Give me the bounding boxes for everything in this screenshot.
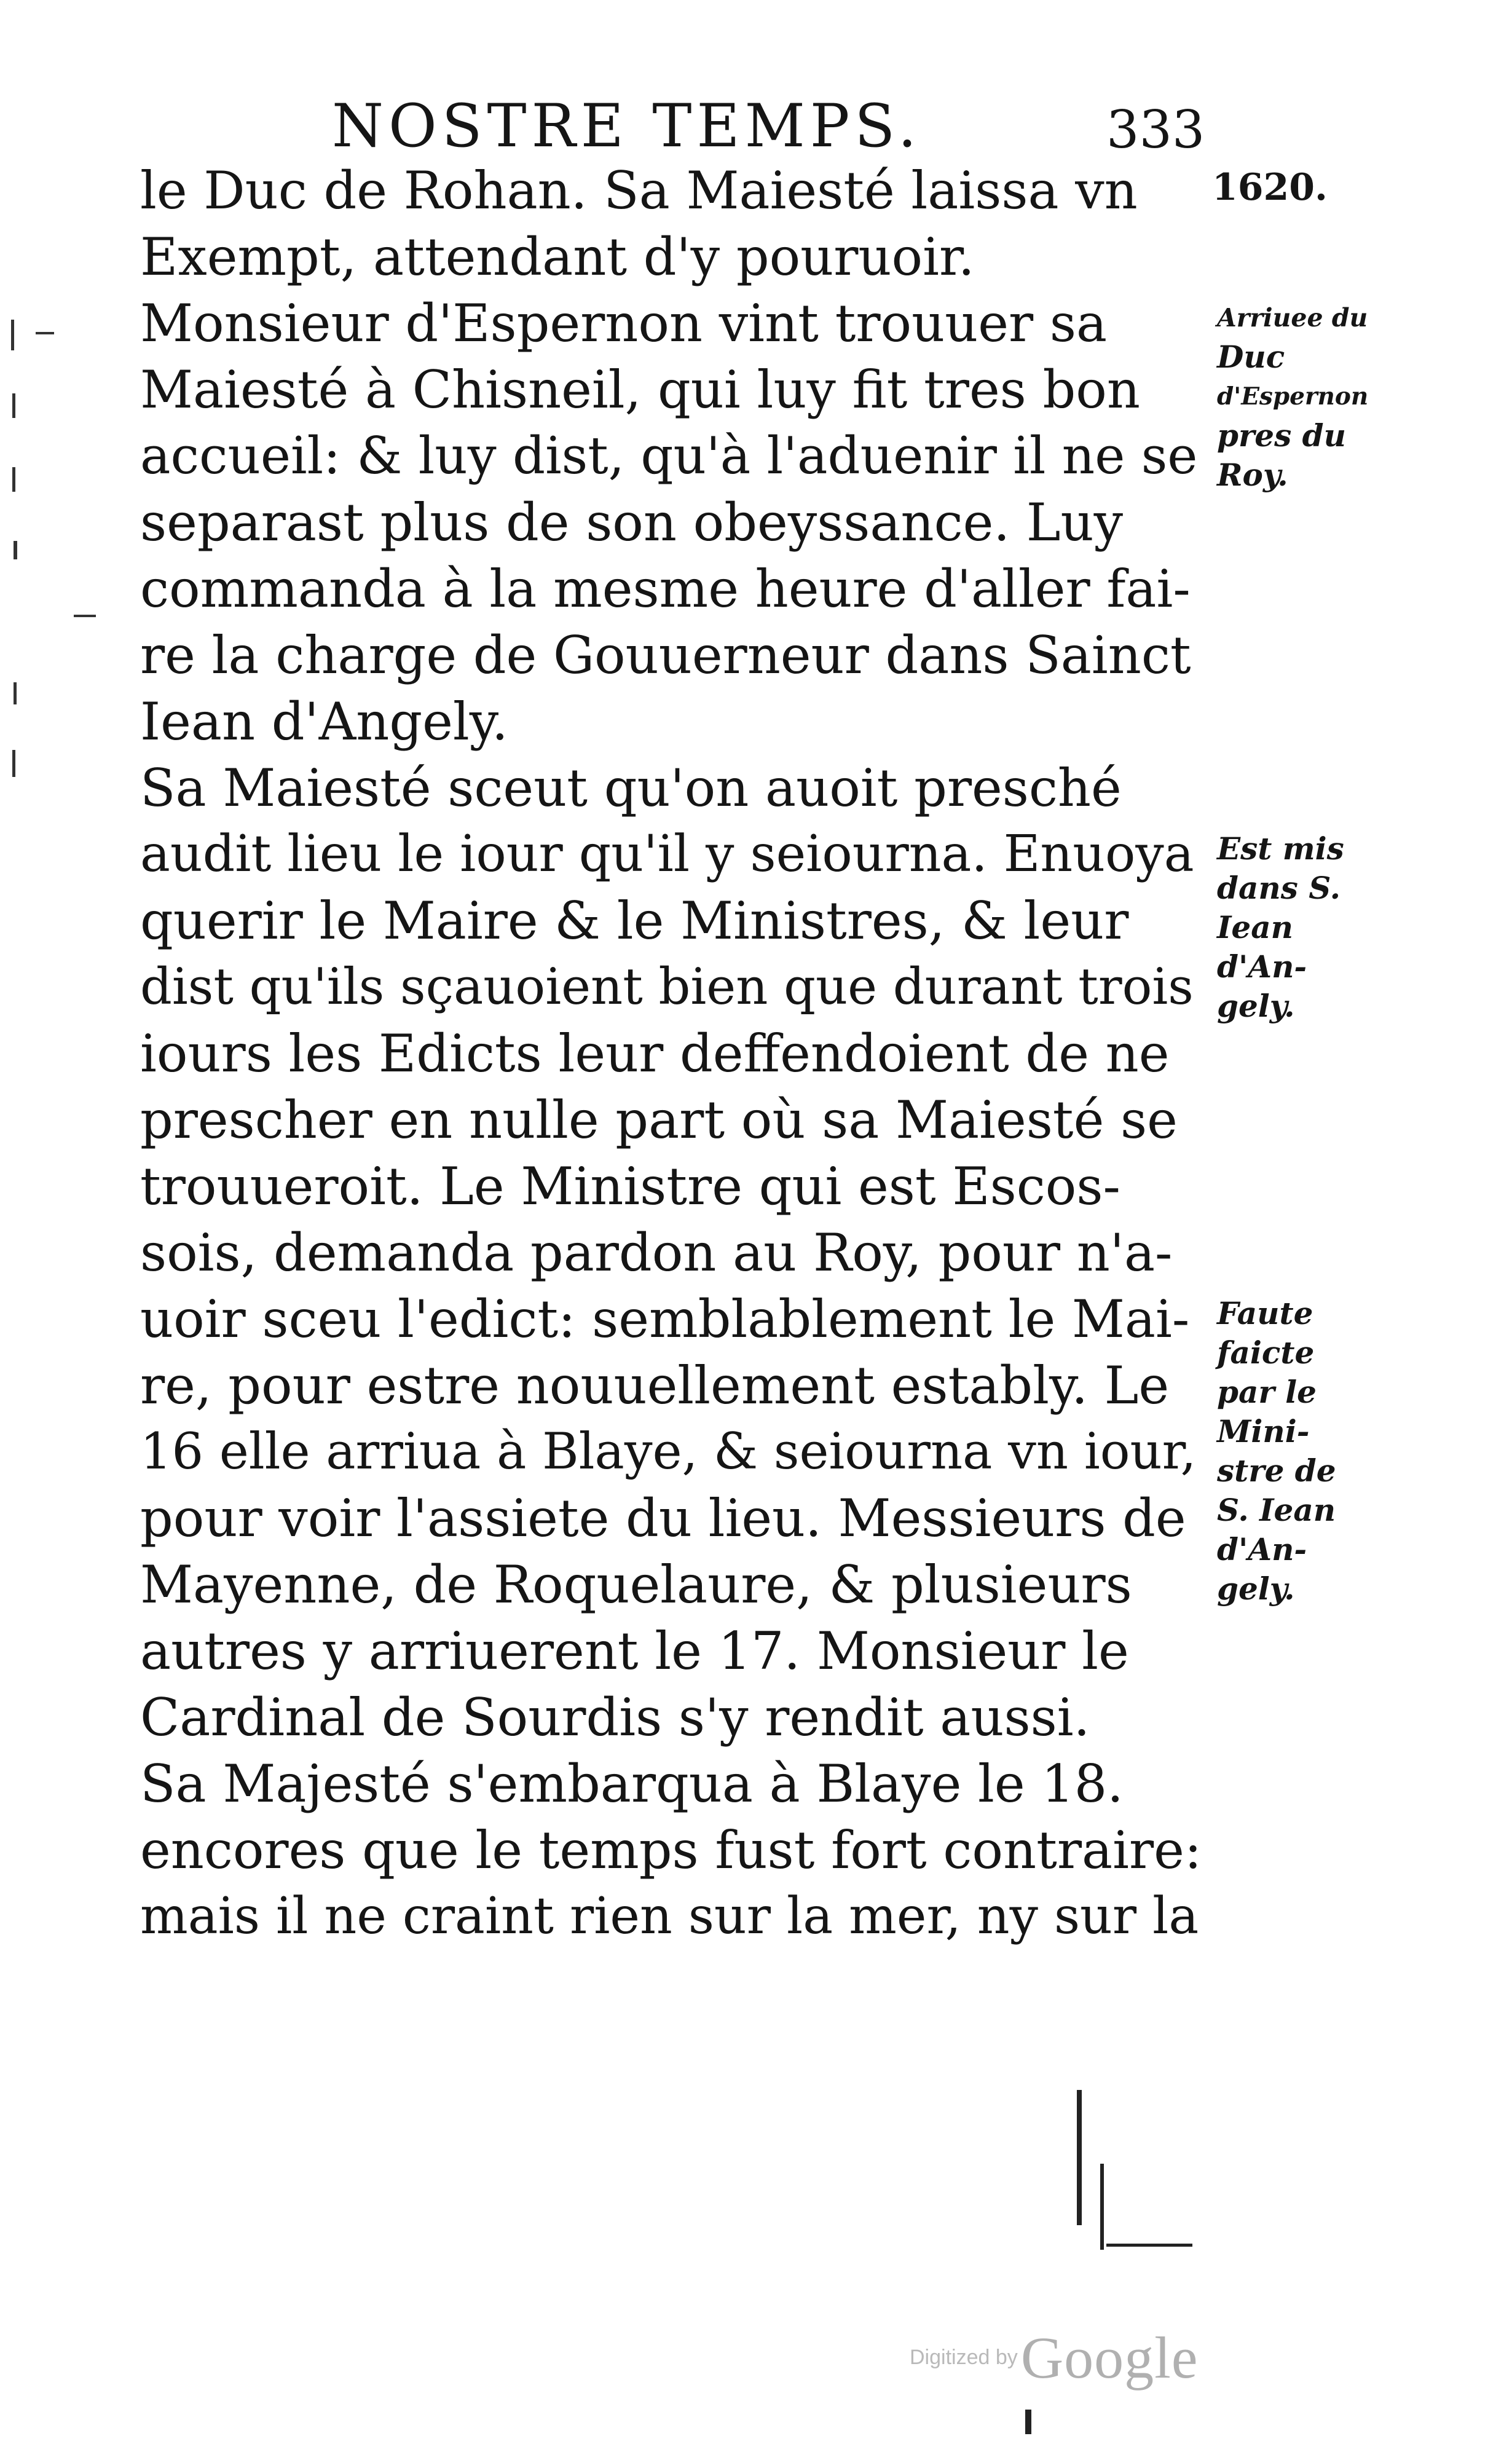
ink-speck (1025, 2410, 1031, 2434)
margin-note-line: d'Espernon (1217, 382, 1369, 411)
text-line: dist qu'ils sçauoient bien que durant trois (140, 958, 1194, 1016)
margin-note-line: Arriuee du (1217, 303, 1368, 333)
margin-note-line: d'An- (1217, 1531, 1307, 1567)
margin-note-line: gely. (1217, 988, 1295, 1024)
year-marginal: 1620. (1212, 166, 1328, 209)
page-number: 333 (1106, 100, 1205, 160)
text-line: pour voir l'assiete du lieu. Messieurs de (140, 1488, 1186, 1548)
text-line: Mayenne, de Roquelaure, & plusieurs (140, 1555, 1132, 1615)
margin-note-line: Iean (1217, 909, 1293, 945)
text-line: audit lieu le iour qu'il y seiourna. Enuoya (140, 825, 1194, 883)
text-line: Iean d'Angely. (140, 692, 508, 752)
text-line: encores que le temps fust fort contraire: (140, 1820, 1202, 1880)
digitized-watermark (910, 2324, 1198, 2392)
watermark-brand: Google (1020, 2325, 1199, 2391)
text-line: commanda à la mesme heure d'aller fai- (140, 559, 1191, 619)
text-line: mais il ne craint rien sur la mer, ny sur la (140, 1887, 1199, 1945)
ink-speck (1077, 2090, 1082, 2225)
margin-note-line: dans S. (1217, 870, 1341, 906)
text-line: iours les Edicts leur deffendoient de ne (140, 1023, 1170, 1084)
text-line: sois, demanda pardon au Roy, pour n'a- (140, 1223, 1173, 1283)
text-line: querir le Maire & le Ministres, & leur (140, 891, 1129, 951)
ink-speck (1100, 2164, 1104, 2250)
margin-note-line: d'An- (1217, 948, 1307, 985)
margin-note-line: Roy. (1217, 457, 1288, 493)
watermark-prefix: Digitized by (910, 2346, 1018, 2369)
text-line: uoir sceu l'edict: semblablement le Mai- (140, 1289, 1190, 1349)
text-line: le Duc de Rohan. Sa Maiesté laissa vn (140, 160, 1138, 221)
text-line: autres y arriuerent le 17. Monsieur le (140, 1621, 1129, 1681)
margin-note-line: gely. (1217, 1571, 1295, 1607)
margin-note-line: pres du (1217, 417, 1346, 454)
ink-speck (1106, 2244, 1192, 2247)
text-line: trouueroit. Le Ministre qui est Escos- (140, 1156, 1120, 1216)
margin-note-line: Mini- (1217, 1413, 1310, 1449)
text-line: re la charge de Gouuerneur dans Sainct (140, 625, 1191, 685)
text-line: re, pour estre nouuellement estably. Le (140, 1355, 1170, 1416)
text-line: Cardinal de Sourdis s'y rendit aussi. (140, 1687, 1090, 1748)
margin-note-line: faicte (1217, 1334, 1315, 1371)
margin-note-line: Est mis (1217, 830, 1344, 867)
page-header (320, 86, 1217, 166)
text-line: Exempt, attendant d'y pouruoir. (140, 227, 975, 287)
text-line: Maiesté à Chisneil, qui luy fit tres bon (140, 360, 1140, 420)
text-line: separast plus de son obeyssance. Luy (140, 492, 1124, 553)
text-line: Sa Maiesté sceut qu'on auoit presché (140, 758, 1122, 818)
binding-edge-marks (0, 0, 74, 2444)
margin-note-line: Duc (1217, 339, 1285, 375)
margin-note-line: par le (1217, 1374, 1317, 1410)
margin-note-line: stre de (1217, 1453, 1336, 1489)
margin-note-line: Faute (1217, 1295, 1313, 1331)
text-line: prescher en nulle part où sa Maiesté se (140, 1090, 1178, 1150)
running-head: NOSTRE TEMPS. (332, 92, 922, 160)
text-line: accueil: & luy dist, qu'à l'aduenir il ne se (140, 426, 1198, 486)
margin-note-line: S. Iean (1217, 1492, 1336, 1528)
text-line: Sa Majesté s'embarqua à Blaye le 18. (140, 1754, 1124, 1814)
text-line: Monsieur d'Espernon vint trouuer sa (140, 293, 1108, 353)
text-line: 16 elle arriua à Blaye, & seiourna vn iour, (140, 1423, 1197, 1481)
